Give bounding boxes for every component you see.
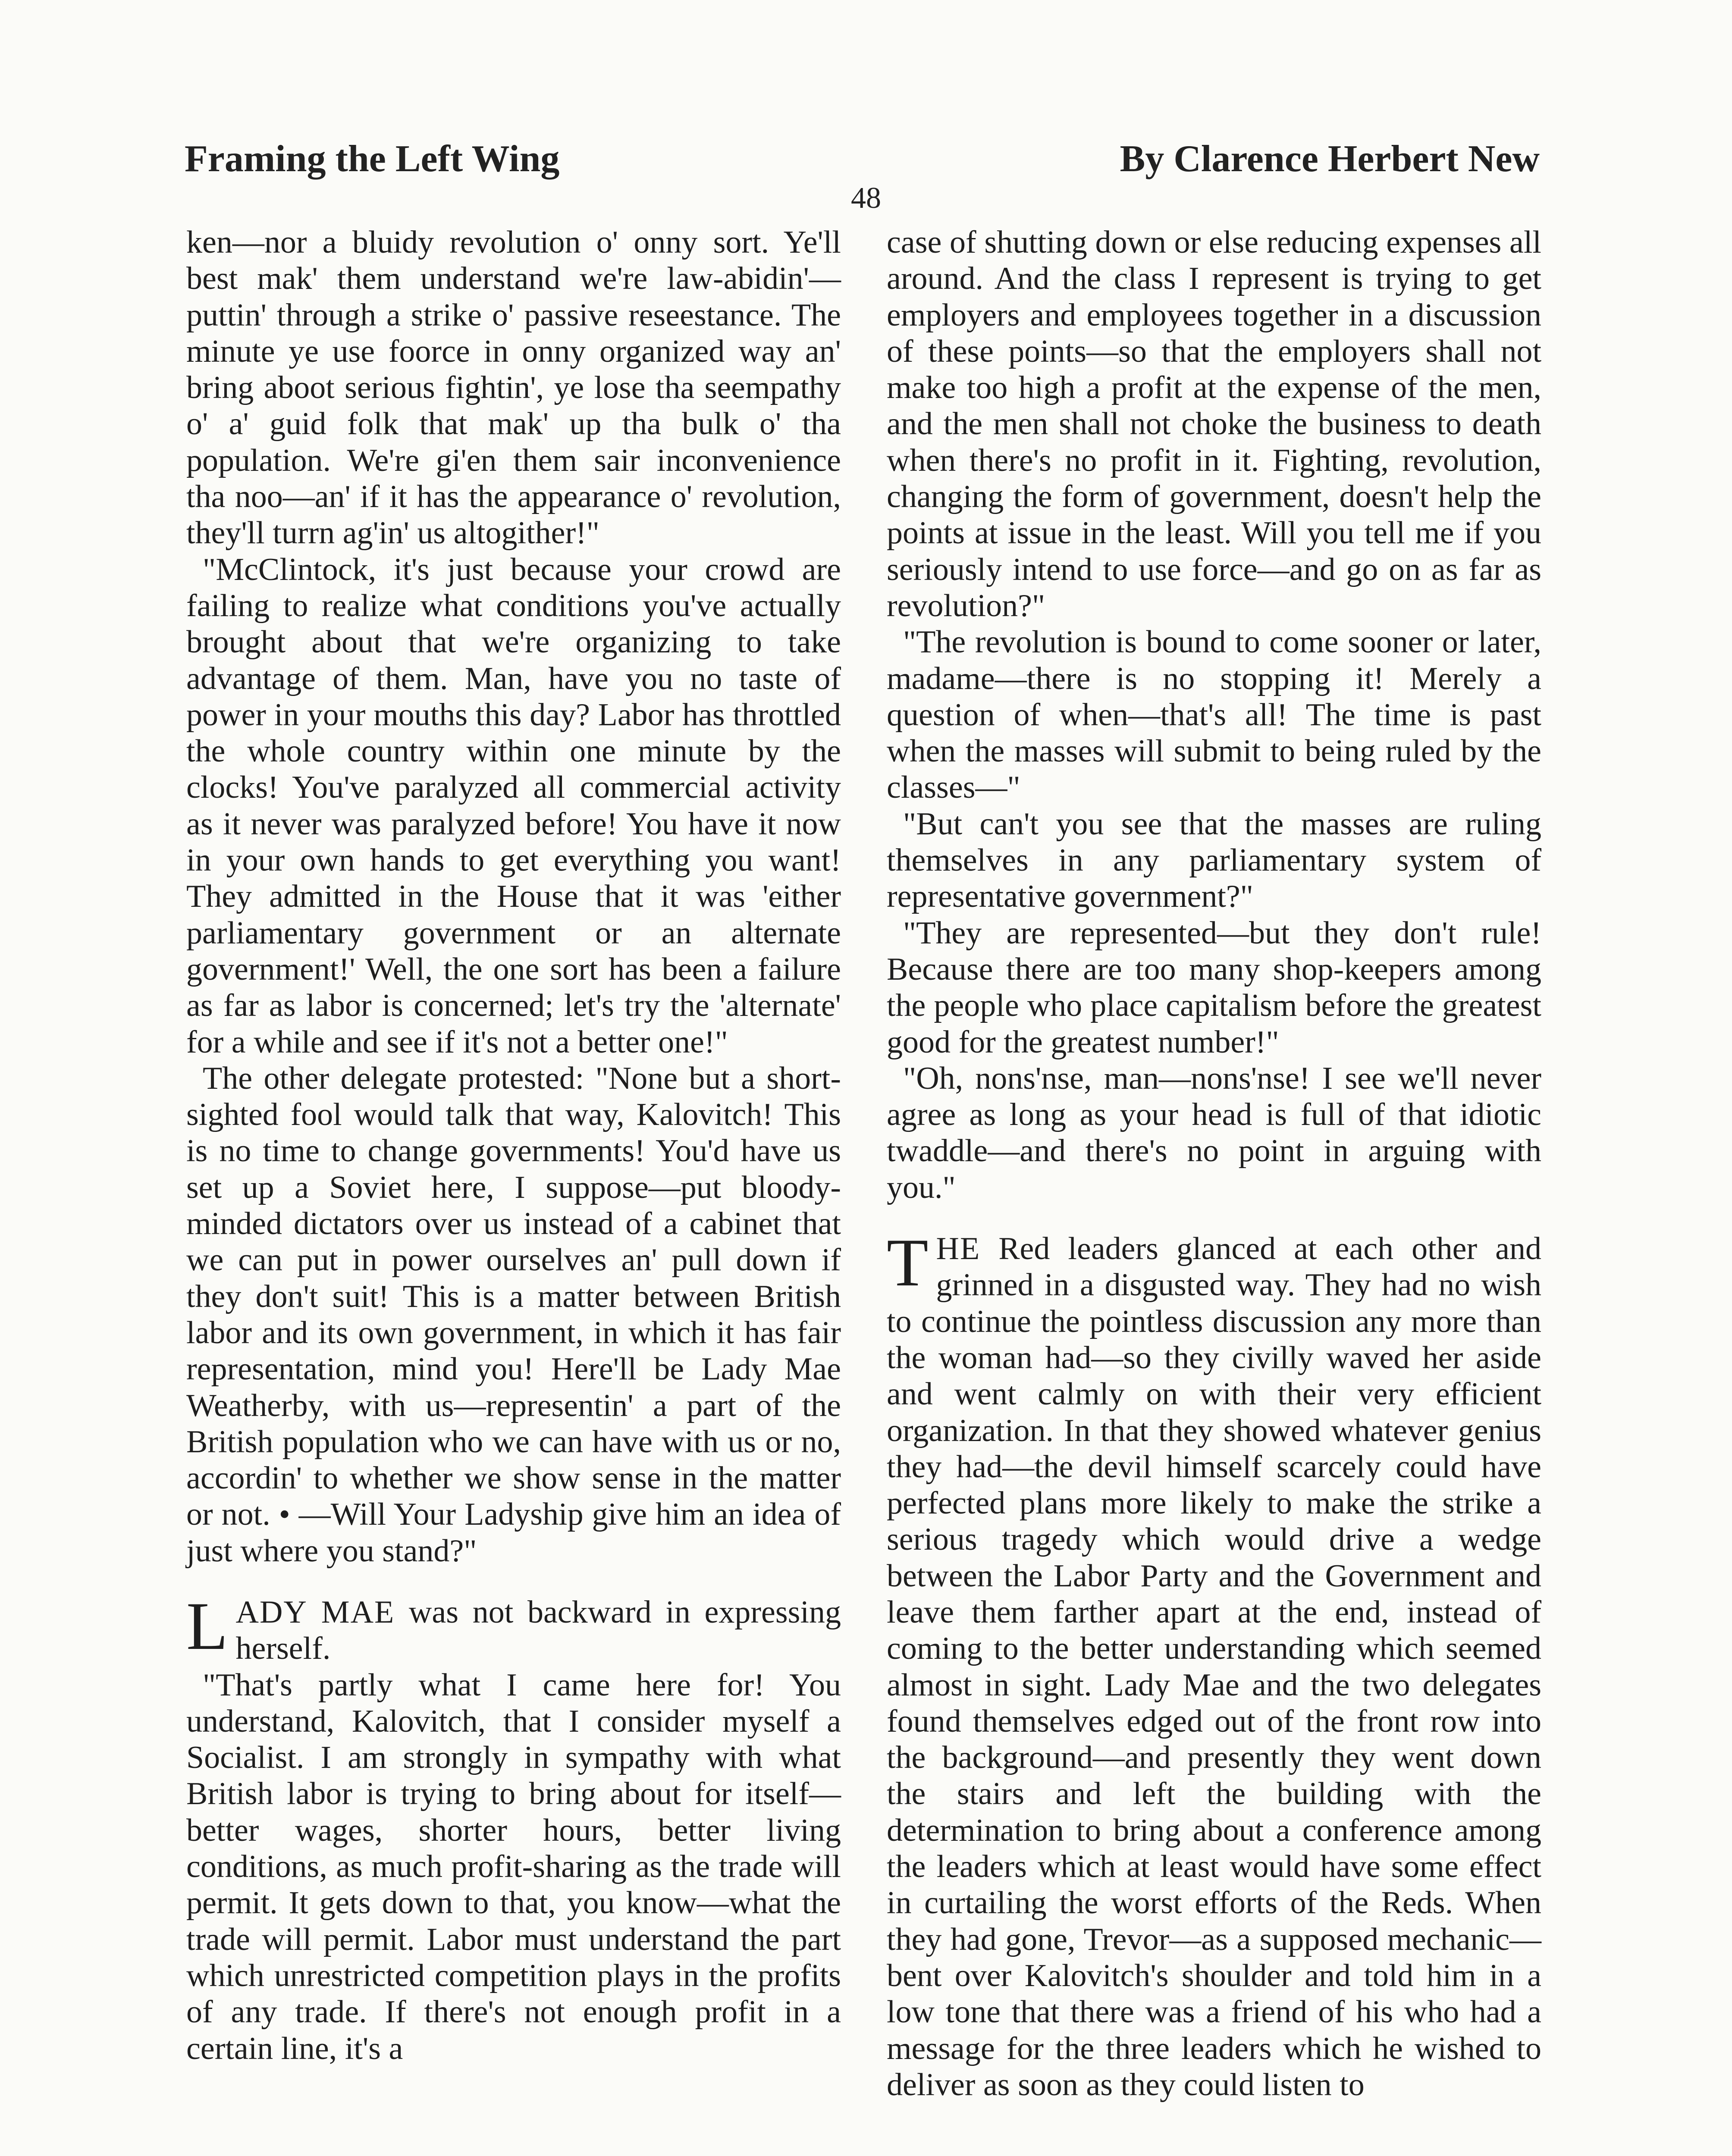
paragraph-text: was not backward in expressing herself.: [235, 1594, 841, 1667]
section-opening-paragraph: [887, 1225, 1541, 2103]
paragraph-text: Red leaders glanced at each other and grinned in a disgusted way. They had no wish to continue the pointless discussion any more than the woman had—so they civilly waved her aside and went calmly on with their very efficient organization. In that they showed whatever genius they had—the devil himself scarcely could have perfected plans more likely to make the strike a serious tragedy which would drive a wedge between the Labor Party and the Government and leave them farther apart at the end, instead of coming to the better understanding which seemed almost in sight. Lady Mae and the two delegates found themselves edged out of the front row into the background—and presently they went down the stairs and left the building with the determination to bring about a conference among the leaders which at least would have some effect in curtailing the worst efforts of the Reds. When they had gone, Trevor—as a supposed mechanic—bent over Kalovitch's shoulder and told him in a low tone that there was a friend of his who had a message for the three leaders which he wished to deliver as soon as they could listen to: [887, 1231, 1541, 2103]
paragraph: ken—nor a bluidy revolution o' onny sort. Ye'll best mak' them understand we're law-abidin'—puttin' through a strike o' passive reseestance. The minute ye use foorce in onny organized way an' bring aboot serious fightin', ye lose tha seempathy o' a' guid folk that mak' up tha bulk o' tha population. We're gi'en them sair inconvenience tha noo—an' if it has the appearance o' revolution, they'll turrn ag'in' us altogither!": [186, 225, 841, 551]
lead-in-text: HE: [936, 1231, 981, 1267]
left-column: [186, 224, 841, 2156]
lead-in-text: ADY MAE: [235, 1594, 395, 1630]
paragraph: "Oh, nons'nse, man—nons'nse! I see we'll never agree as long as your head is full of that idiotic twaddle—and there's no point in arguing with you.": [887, 1060, 1541, 1205]
drop-cap: L: [186, 1588, 228, 1664]
drop-cap: T: [887, 1225, 929, 1301]
paragraph: "That's partly what I came here for! You understand, Kalovitch, that I consider myself a Socialist. I am strongly in sympathy with what British labor is trying to bring about for itself—better wages, shorter hours, better living conditions, as much profit-sharing as the trade will permit. It gets down to that, you know—what the trade will permit. Labor must understand the part which unrestricted competition plays in the profits of any trade. If there's not enough profit in a certain line, it's a: [186, 1667, 841, 2066]
paragraph: "The revolution is bound to come sooner or later, madame—there is no stopping it! Merely a question of when—that's all! The time is past when the masses will submit to being ruled by the classes—": [887, 624, 1541, 805]
paragraph: "McClintock, it's just because your crowd are failing to realize what conditions you've actually brought about that we're organizing to take advantage of them. Man, have you no taste of power in your mouths this day? Labor has throttled the whole country within one minute by the clocks! You've paralyzed all commercial activity as it never was paralyzed before! You have it now in your own hands to get everything you want! They admitted in the House that it was 'either parliamentary government or an alternate government!' Well, the one sort has been a failure as far as labor is concerned; let's try the 'alternate' for a while and see if it's not a better one!": [186, 552, 841, 1060]
paragraph: "They are represented—but they don't rule! Because there are too many shop-keepers among the people who place capitalism before the greatest good for the greatest number!": [887, 915, 1541, 1060]
paragraph: "But can't you see that the masses are ruling themselves in any parliamentary system of representative government?": [887, 806, 1541, 915]
paragraph: case of shutting down or else reducing expenses all around. And the class I represent is trying to get employers and employees together in a discussion of these points—so that the employers shall not make too high a profit at the expense of the men, and the men shall not choke the business to death when there's no profit in it. Fighting, revolution, changing the form of government, doesn't help the points at issue in the least. Will you tell me if you seriously intend to use force—and go on as far as revolution?": [887, 225, 1541, 624]
paragraph: The other delegate protested: "None but a short-sighted fool would talk that way, Kalovitch! This is no time to change governments! You'd have us set up a Soviet here, I suppose—put bloody-minded dictators over us instead of a cabinet that we can put in power ourselves an' pull down if they don't suit! This is a matter between British labor and its own government, in which it has fair representation, mind you! Here'll be Lady Mae Weatherby, with us—representin' a part of the British population who we can have with us or no, accordin' to whether we show sense in the matter or not. • —Will Your Ladyship give him an idea of just where you stand?": [186, 1060, 841, 1569]
page-number: 48: [851, 182, 881, 215]
right-column: [887, 224, 1541, 2156]
story-author: By Clarence Herbert New: [1120, 138, 1540, 180]
story-title: Framing the Left Wing: [185, 138, 560, 180]
section-opening-paragraph: [186, 1588, 841, 1667]
